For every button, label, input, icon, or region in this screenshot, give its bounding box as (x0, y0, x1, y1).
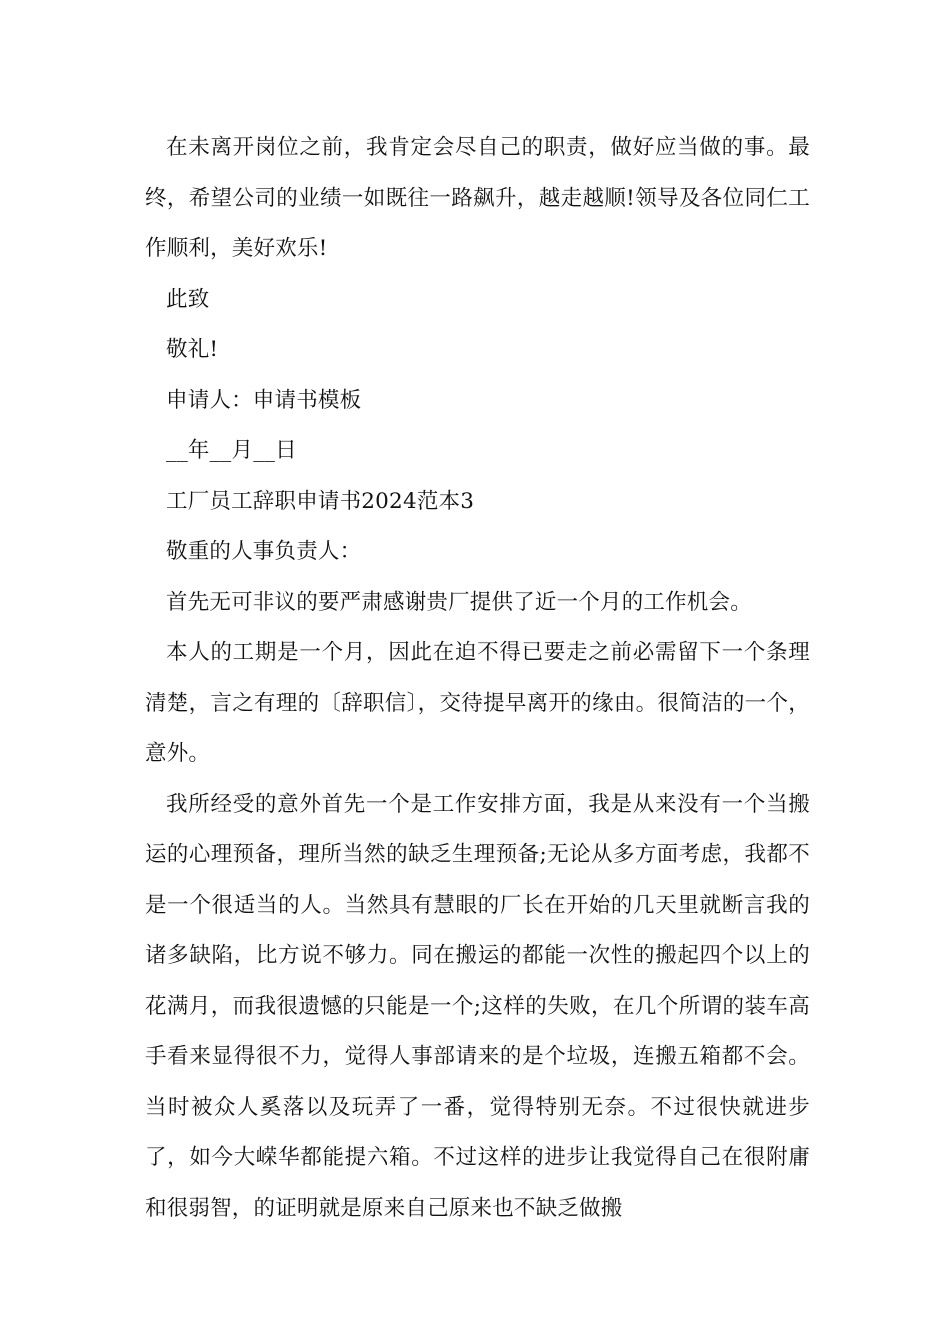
section-title: 工厂员工辞职申请书2024范本3 (166, 488, 475, 514)
greeting-line: 敬重的人事负责人： (166, 539, 362, 564)
body-paragraph-thanks: 首先无可非议的要严肃感谢贵厂提供了近一个月的工作机会。 (166, 589, 752, 615)
closing-paragraph: 在未离开岗位之前，我肯定会尽自己的职责，做好应当做的事。最终，希望公司的业绩一如既往一路飙升，越走越顺!领导及各位同仁工作顺利，美好欢乐! (145, 135, 810, 261)
salutation-cizhi: 此致 (166, 286, 210, 312)
salutation-jingli: 敬礼! (166, 337, 219, 362)
applicant-line: 申请人：申请书模板 (166, 387, 362, 413)
date-line: __年__月__日 (166, 438, 297, 463)
document-body (145, 123, 810, 1234)
body-paragraph-experience: 我所经受的意外首先一个是工作安排方面，我是从来没有一个当搬运的心理预备，理所当然的缺乏生理预备;无论从多方面考虑，我都不是一个很适当的人。当然具有慧眼的厂长在开始的几天里就断言我的诸多缺陷，比方说不够力。同在搬运的都能一次性的搬起四个以上的花满月，而我很遗憾的只能是一个;这样的失败，在几个所谓的装车高手看来显得很不力，觉得人事部请来的是个垃圾，连搬五箱都不会。当时被众人奚落以及玩弄了一番，觉得特别无奈。不过很快就进步了，如今大嵘华都能提六箱。不过这样的进步让我觉得自己在很附庸和很弱智，的证明就是原来自己原来也不缺乏做搬 (145, 791, 810, 1221)
body-paragraph-reason: 本人的工期是一个月，因此在迫不得已要走之前必需留下一个条理清楚，言之有理的〔辞职信〕，交待提早离开的缘由。很简洁的一个，意外。 (145, 640, 810, 766)
